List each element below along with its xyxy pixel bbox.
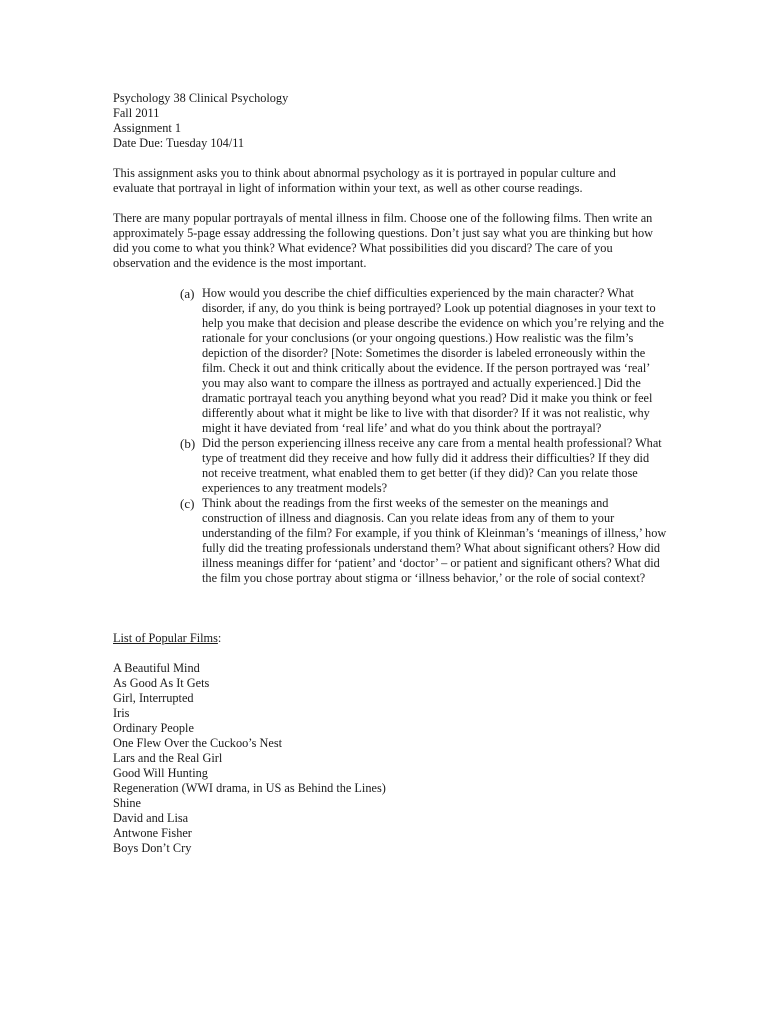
list-item: As Good As It Gets [113,676,210,690]
question-a [180,286,667,436]
list-item: Iris [113,706,130,720]
course-title: Psychology 38 Clinical Psychology [113,91,289,105]
intro-paragraph: This assignment asks you to think about abnormal psychology as it is portrayed in popular culture and evaluate that portrayal in light of information within your text, as well as other course readings. [113,166,616,195]
question-text: Did the person experiencing illness receive any care from a mental health professional? What type of treatment did they receive and how fully did it address their difficulties? If they did not receive treatment, what enabled them to get better (if they did)? Can you relate those experiences to any treatment models? [202,436,662,495]
question-letter: (a) [180,286,195,301]
document-page [113,91,667,856]
question-list [180,286,667,586]
list-item: Antwone Fisher [113,826,192,840]
due-date: Date Due: Tuesday 104/11 [113,136,245,150]
question-letter: (b) [180,436,196,451]
film-list [113,661,658,856]
question-text: How would you describe the chief difficulties experienced by the main character? What disorder, if any, do you think is being portrayed? Look up potential diagnoses in your text to help you make that decision and please describe the evidence on which you’re relying and the rationale for your conclusions (or your ongoing questions.) How realistic was the film’s depiction of the disorder? [Note: Sometimes the disorder is labeled erroneously within the film. Check it out and think critically about the evidence. If the person portrayed was ‘real’ you may also want to compare the illness as portrayed and actually experienced.] Did the dramatic portrayal teach you anything beyond what you read? Did it make you think or feel differently about what it might be like to live with that disorder? If it was not realistic, why might it have deviated from ‘real life’ and what do you think about the portrayal? [202,286,664,435]
list-item: One Flew Over the Cuckoo’s Nest [113,736,283,750]
list-item: Ordinary People [113,721,194,735]
list-item: Girl, Interrupted [113,691,194,705]
film-list-title-colon: : [217,631,222,645]
document-header [113,91,658,151]
question-letter: (c) [180,496,195,511]
question-text: Think about the readings from the first weeks of the semester on the meanings and construction of illness and diagnosis. Can you relate ideas from any of them to your understanding of the film? For example, if you think of Kleinman’s ‘meanings of illness,’ how fully did the treating professionals understand them? What about significant others? How did illness meanings differ for ‘patient’ and ‘doctor’ – or patient and significant others? What did the film you chose portray about stigma or ‘illness behavior,’ or the role of social context? [202,496,667,585]
list-item: David and Lisa [113,811,189,825]
instructions-paragraph: There are many popular portrayals of mental illness in film. Choose one of the following films. Then write an approximately 5-page essay addressing the following questions. Don’t just say what you are thinking but how did you come to what you think? What evidence? What possibilities did you discard? The care of you observation and the evidence is the most important. [113,211,654,270]
list-item: Good Will Hunting [113,766,208,780]
list-item: Lars and the Real Girl [113,751,223,765]
term: Fall 2011 [113,106,160,120]
question-c [180,496,667,586]
list-item: A Beautiful Mind [113,661,200,675]
question-b [180,436,667,496]
film-list-heading [113,631,658,646]
film-list-title: List of Popular Films [113,631,218,645]
list-item: Regeneration (WWI drama, in US as Behind the Lines) [113,781,386,795]
assignment-number: Assignment 1 [113,121,181,135]
list-item: Boys Don’t Cry [113,841,192,855]
list-item: Shine [113,796,142,810]
